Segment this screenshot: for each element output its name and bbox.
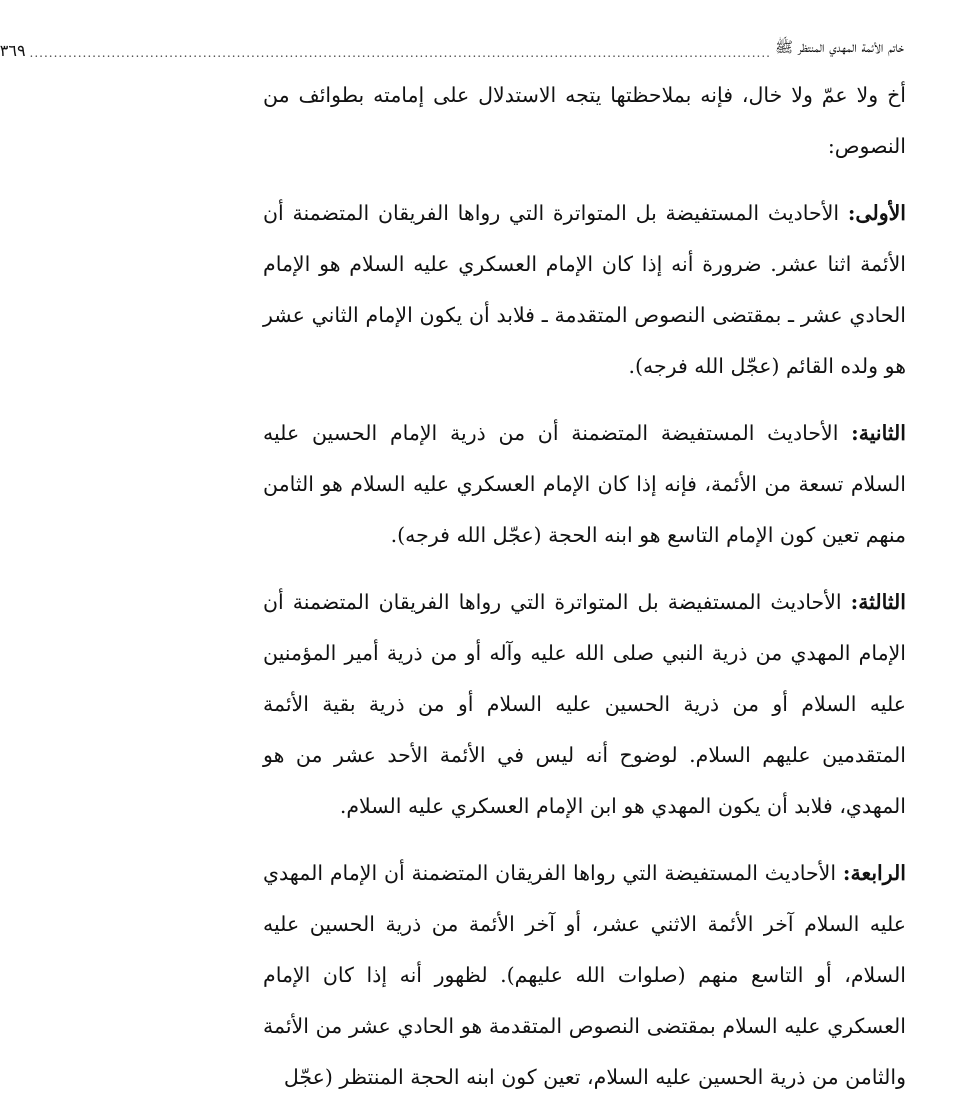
paragraph-fourth xyxy=(263,848,906,1103)
page-number: ٣٦٩ xyxy=(0,41,26,60)
paragraph-text: الأحاديث المستفيضة المتضمنة أن من ذرية الإمام الحسين عليه السلام تسعة من الأئمة، فإنه إذا كان الإمام العسكري عليه السلام هو الثامن منهم تعين كون الإمام التاسع هو ابنه الحجة (عجّل الله فرجه). xyxy=(263,421,906,547)
running-header xyxy=(0,30,904,60)
header-leader-dots: .......................................................................................................................................................... xyxy=(29,46,771,60)
paragraph-label: الرابعة: xyxy=(842,861,906,885)
paragraph-second xyxy=(263,408,906,561)
paragraph-intro xyxy=(263,70,906,172)
paragraph-third xyxy=(263,577,906,832)
paragraph-label: الثانية: xyxy=(851,421,906,445)
paragraph-text: أخ ولا عمّ ولا خال، فإنه بملاحظتها يتجه الاستدلال على إمامته بطوائف من النصوص: xyxy=(263,83,906,158)
header-title: خاتم الأئمة المهدي المنتظر ﷺ xyxy=(774,38,904,56)
page-body xyxy=(263,70,906,1119)
paragraph-label: الأولى: xyxy=(847,201,906,225)
paragraph-label: الثالثة: xyxy=(850,590,906,614)
paragraph-text: الأحاديث المستفيضة التي رواها الفريقان المتضمنة أن الإمام المهدي عليه السلام آخر الأئمة الاثني عشر، أو آخر الأئمة من ذرية الحسين عليه السلام، أو التاسع منهم (صلوات الله عليهم). لظهور أنه إذا كان الإمام العسكري عليه السلام بمقتضى النصوص المتقدمة هو الحادي عشر من الأئمة والثامن من ذرية الحسين عليه السلام، تعين كون ابنه الحجة المنتظر (عجّل xyxy=(263,861,906,1089)
paragraph-text: الأحاديث المستفيضة بل المتواترة التي رواها الفريقان المتضمنة أن الأئمة اثنا عشر. ضرورة أنه إذا كان الإمام العسكري عليه السلام هو الإمام الحادي عشر ـ بمقتضى النصوص المتقدمة ـ فلابد أن يكون الإمام الثاني عشر هو ولده القائم (عجّل الله فرجه). xyxy=(263,201,906,378)
paragraph-text: الأحاديث المستفيضة بل المتواترة التي رواها الفريقان المتضمنة أن الإمام المهدي من ذرية النبي صلى الله عليه وآله أو من ذرية أمير المؤمنين عليه السلام أو من ذرية الحسين عليه السلام أو من ذرية بقية الأئمة المتقدمين عليهم السلام. لوضوح أنه ليس في الأئمة الأحد عشر من هو المهدي، فلابد أن يكون المهدي هو ابن الإمام العسكري عليه السلام. xyxy=(263,590,906,818)
paragraph-first xyxy=(263,188,906,392)
